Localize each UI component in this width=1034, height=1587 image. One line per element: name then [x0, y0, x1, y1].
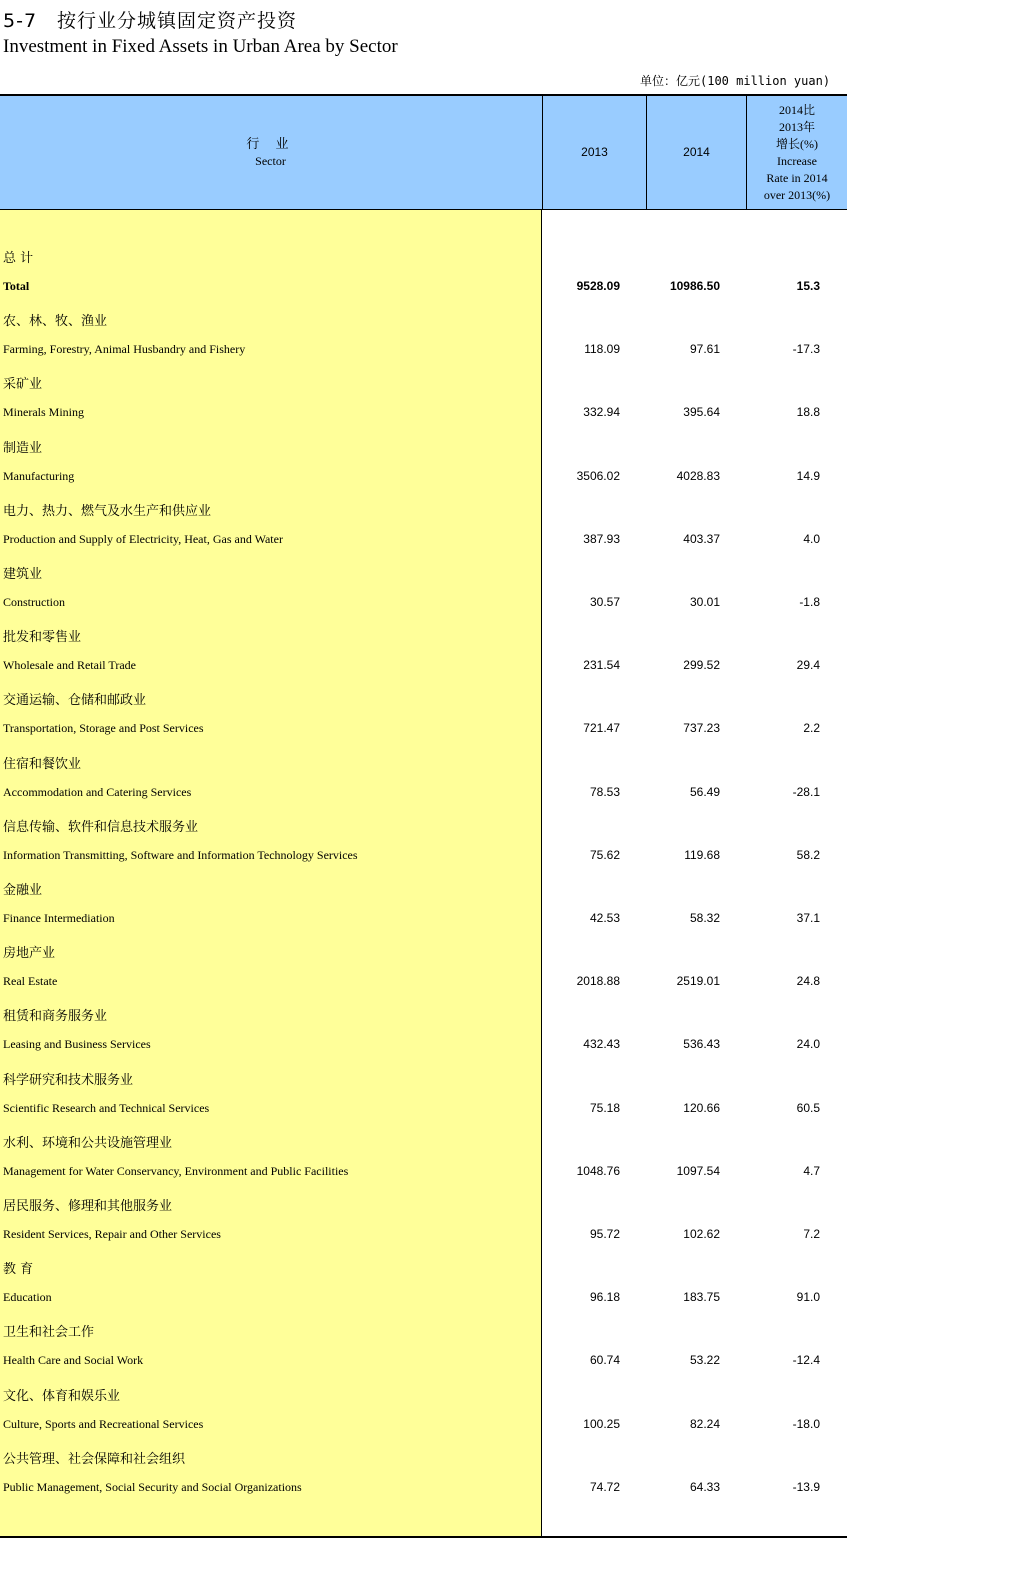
- value-2014: 1097.54: [676, 1163, 720, 1178]
- sector-name-en: Manufacturing: [3, 468, 75, 483]
- page-title-en: Investment in Fixed Assets in Urban Area by Sector: [3, 36, 398, 57]
- table-row: [0, 437, 847, 500]
- table-row: [0, 1069, 847, 1132]
- value-2013: 2018.88: [576, 974, 620, 989]
- header-2013: 2013: [542, 96, 646, 209]
- header-rate-line: Rate in 2014: [766, 170, 828, 185]
- header-rate-line: 增长(%): [776, 136, 818, 151]
- table-row: [0, 500, 847, 563]
- sector-name-cn: 住宿和餐饮业: [3, 756, 82, 772]
- table-row: [0, 753, 847, 816]
- sector-name-cn: 批发和零售业: [3, 630, 82, 646]
- increase-rate: 15.3: [796, 279, 820, 293]
- header-sector-cn: 行 业: [246, 136, 295, 152]
- value-2013: 118.09: [584, 342, 620, 357]
- increase-rate: -12.4: [792, 1353, 820, 1368]
- increase-rate: 7.2: [803, 1227, 820, 1241]
- value-2013: 9528.09: [576, 279, 620, 293]
- increase-rate: 2.2: [803, 721, 820, 736]
- data-table: [0, 94, 847, 1538]
- value-2013: 75.18: [589, 1100, 620, 1115]
- table-row: [0, 1385, 847, 1448]
- value-2014: 2519.01: [676, 974, 720, 989]
- sector-name-cn: 租赁和商务服务业: [3, 1009, 108, 1025]
- value-2013: 231.54: [583, 658, 620, 673]
- sector-name-en: Management for Water Conservancy, Environment and Public Facilities: [3, 1163, 349, 1178]
- sector-name-cn: 科学研究和技术服务业: [3, 1072, 134, 1088]
- sector-name-cn: 教 育: [3, 1262, 34, 1278]
- header-rate-line: Increase: [777, 153, 817, 168]
- sector-name-cn: 文化、体育和娱乐业: [3, 1388, 121, 1404]
- table-row: [0, 816, 847, 879]
- header-rate-line: 2013年: [778, 119, 815, 134]
- increase-rate: -1.8: [799, 595, 820, 609]
- sector-name-cn: 交通运输、仓储和邮政业: [3, 693, 147, 709]
- value-2014: 536.43: [683, 1037, 720, 1052]
- page-title-cn: 5-7 按行业分城镇固定资产投资: [3, 10, 298, 32]
- table-row: [0, 879, 847, 942]
- sector-name-cn: 公共管理、社会保障和社会组织: [3, 1451, 186, 1467]
- unit-label: 单位：亿元(100 million yuan): [640, 74, 831, 88]
- sector-name-en: Wholesale and Retail Trade: [3, 658, 136, 673]
- sector-name-cn: 建筑业: [3, 567, 43, 582]
- sector-name-en: Total: [3, 279, 30, 293]
- header-rate-line: over 2013(%): [763, 187, 831, 202]
- sector-name-en: Real Estate: [3, 974, 58, 989]
- value-2014: 395.64: [683, 405, 720, 420]
- increase-rate: 91.0: [796, 1290, 820, 1305]
- sector-name-cn: 电力、热力、燃气及水生产和供应业: [3, 503, 212, 519]
- header-sector: [0, 96, 541, 209]
- table-row: [0, 1258, 847, 1321]
- header-rate: [746, 96, 847, 209]
- value-2014: 403.37: [683, 531, 720, 546]
- value-2013: 100.25: [583, 1416, 620, 1431]
- sector-name-en: Scientific Research and Technical Services: [3, 1100, 210, 1115]
- value-2014: 97.61: [689, 342, 720, 357]
- sector-name-en: Minerals Mining: [3, 405, 84, 420]
- header-rate-line: 2014比: [778, 102, 815, 117]
- increase-rate: 14.9: [796, 468, 820, 483]
- value-2014: 737.23: [683, 721, 720, 736]
- value-2014: 53.22: [689, 1353, 720, 1368]
- value-2013: 721.47: [583, 721, 620, 736]
- value-2013: 75.62: [589, 847, 620, 862]
- value-2014: 10986.50: [669, 279, 720, 293]
- increase-rate: 24.0: [796, 1037, 820, 1052]
- table-row: [0, 247, 847, 310]
- value-2013: 387.93: [583, 531, 620, 546]
- sector-name-en: Transportation, Storage and Post Services: [3, 721, 204, 736]
- increase-rate: -18.0: [792, 1416, 820, 1431]
- table-row: [0, 1132, 847, 1195]
- sector-name-cn: 水利、环境和公共设施管理业: [3, 1135, 173, 1151]
- sector-name-en: Farming, Forestry, Animal Husbandry and Fishery: [3, 342, 246, 357]
- table-header: [0, 94, 847, 210]
- sector-name-en: Education: [3, 1290, 52, 1305]
- sector-name-en: Culture, Sports and Recreational Services: [3, 1416, 204, 1431]
- sector-name-en: Public Management, Social Security and Social Organizations: [3, 1479, 302, 1494]
- table-row: [0, 373, 847, 436]
- table-row: [0, 689, 847, 752]
- increase-rate: 24.8: [796, 974, 820, 989]
- sector-name-en: Construction: [3, 595, 65, 609]
- sector-name-cn: 采矿业: [3, 377, 43, 393]
- sector-name-cn: 信息传输、软件和信息技术服务业: [3, 819, 199, 835]
- sector-name-cn: 制造业: [3, 440, 43, 456]
- value-2014: 4028.83: [676, 468, 720, 483]
- value-2014: 183.75: [683, 1290, 720, 1305]
- increase-rate: -13.9: [792, 1479, 820, 1494]
- sector-name-cn: 房地产业: [3, 946, 56, 962]
- value-2013: 3506.02: [576, 468, 620, 483]
- increase-rate: -17.3: [792, 342, 820, 357]
- sector-name-cn: 总 计: [3, 251, 34, 266]
- value-2013: 42.53: [589, 911, 620, 925]
- table-row: [0, 1195, 847, 1258]
- value-2014: 82.24: [689, 1416, 720, 1431]
- sector-name-cn: 金融业: [3, 883, 43, 898]
- value-2014: 56.49: [689, 784, 720, 799]
- value-2013: 96.18: [589, 1290, 620, 1305]
- value-2014: 102.62: [683, 1227, 720, 1241]
- sector-name-en: Production and Supply of Electricity, Heat, Gas and Water: [3, 531, 283, 546]
- value-2013: 432.43: [583, 1037, 620, 1052]
- value-2014: 119.68: [684, 847, 720, 862]
- sector-name-en: Resident Services, Repair and Other Services: [3, 1227, 221, 1241]
- sector-name-en: Leasing and Business Services: [3, 1037, 151, 1052]
- table-row: [0, 942, 847, 1005]
- value-2014: 58.32: [689, 911, 720, 925]
- value-2014: 30.01: [689, 595, 720, 609]
- increase-rate: 18.8: [796, 405, 820, 420]
- value-2013: 74.72: [589, 1479, 620, 1494]
- sector-name-cn: 居民服务、修理和其他服务业: [3, 1199, 173, 1214]
- value-2014: 299.52: [683, 658, 720, 673]
- increase-rate: 58.2: [796, 847, 820, 862]
- value-2013: 30.57: [589, 595, 620, 609]
- table-row: [0, 310, 847, 373]
- sector-name-en: Information Transmitting, Software and Information Technology Services: [3, 847, 358, 862]
- increase-rate: 37.1: [796, 911, 820, 925]
- header-sector-en: Sector: [255, 153, 286, 168]
- increase-rate: 4.7: [803, 1163, 820, 1178]
- sector-name-cn: 农、林、牧、渔业: [3, 314, 108, 330]
- sector-name-en: Finance Intermediation: [3, 911, 115, 925]
- table-row: [0, 1448, 847, 1511]
- value-2013: 1048.76: [576, 1163, 620, 1178]
- increase-rate: 29.4: [796, 658, 820, 673]
- sector-name-en: Health Care and Social Work: [3, 1353, 144, 1368]
- sector-name-cn: 卫生和社会工作: [3, 1325, 95, 1341]
- value-2013: 95.72: [589, 1227, 620, 1241]
- value-2013: 332.94: [583, 405, 620, 420]
- header-2014: 2014: [646, 96, 746, 209]
- value-2014: 120.66: [683, 1100, 720, 1115]
- increase-rate: -28.1: [792, 784, 820, 799]
- table-row: [0, 1005, 847, 1068]
- value-2014: 64.33: [689, 1479, 720, 1494]
- value-2013: 78.53: [589, 784, 620, 799]
- table-body: [0, 210, 847, 1538]
- value-2013: 60.74: [589, 1353, 620, 1368]
- sector-name-en: Accommodation and Catering Services: [3, 784, 192, 799]
- table-row: [0, 626, 847, 689]
- increase-rate: 60.5: [796, 1100, 820, 1115]
- table-row: [0, 1321, 847, 1384]
- increase-rate: 4.0: [803, 531, 820, 546]
- table-row: [0, 563, 847, 626]
